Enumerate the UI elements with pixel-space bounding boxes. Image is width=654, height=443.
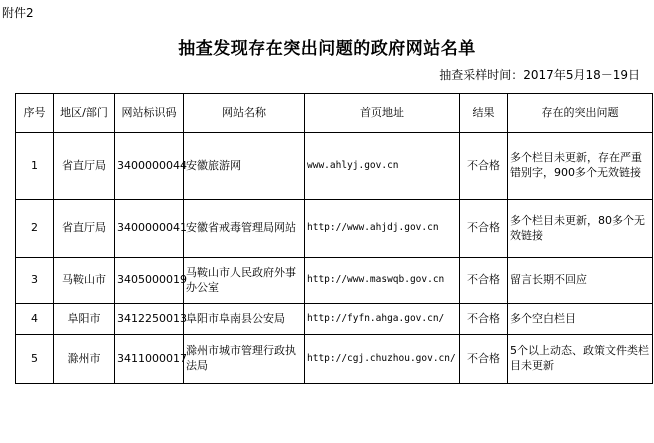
cell-code: 3400000041 bbox=[115, 200, 184, 258]
cell-result: 不合格 bbox=[460, 258, 508, 304]
cell-problem: 5个以上动态、政策文件类栏目未更新 bbox=[508, 335, 653, 384]
cell-no: 3 bbox=[16, 258, 54, 304]
page-title: 抽查发现存在突出问题的政府网站名单 bbox=[178, 39, 476, 59]
cell-problem: 留言长期不回应 bbox=[508, 258, 653, 304]
table-row bbox=[16, 258, 653, 304]
table-header-row bbox=[16, 94, 653, 133]
table-row bbox=[16, 304, 653, 335]
cell-code: 3400000044 bbox=[115, 133, 184, 200]
table-row bbox=[16, 335, 653, 384]
header-code: 网站标识码 bbox=[115, 94, 184, 133]
cell-url[interactable]: http://cgj.chuzhou.gov.cn/ bbox=[305, 335, 460, 384]
header-url: 首页地址 bbox=[305, 94, 460, 133]
cell-region: 马鞍山市 bbox=[54, 258, 115, 304]
website-list-table bbox=[15, 93, 653, 384]
header-result: 结果 bbox=[460, 94, 508, 133]
cell-region: 省直厅局 bbox=[54, 133, 115, 200]
table-row bbox=[16, 133, 653, 200]
header-problem: 存在的突出问题 bbox=[508, 94, 653, 133]
cell-url[interactable]: www.ahlyj.gov.cn bbox=[305, 133, 460, 200]
cell-url[interactable]: http://fyfn.ahga.gov.cn/ bbox=[305, 304, 460, 335]
header-name: 网站名称 bbox=[184, 94, 305, 133]
cell-name: 安徽省戒毒管理局网站 bbox=[184, 200, 305, 258]
table-row bbox=[16, 200, 653, 258]
cell-url[interactable]: http://www.ahjdj.gov.cn bbox=[305, 200, 460, 258]
header-no: 序号 bbox=[16, 94, 54, 133]
cell-problem: 多个栏目未更新，存在严重错别字，900多个无效链接 bbox=[508, 133, 653, 200]
cell-region: 滁州市 bbox=[54, 335, 115, 384]
cell-no: 2 bbox=[16, 200, 54, 258]
cell-code: 3412250013 bbox=[115, 304, 184, 335]
sample-date: 抽查采样时间：2017年5月18－19日 bbox=[439, 68, 640, 82]
cell-region: 阜阳市 bbox=[54, 304, 115, 335]
cell-result: 不合格 bbox=[460, 200, 508, 258]
cell-result: 不合格 bbox=[460, 335, 508, 384]
cell-problem: 多个空白栏目 bbox=[508, 304, 653, 335]
attachment-label: 附件2 bbox=[2, 6, 34, 20]
cell-url[interactable]: http://www.maswqb.gov.cn bbox=[305, 258, 460, 304]
cell-name: 马鞍山市人民政府外事办公室 bbox=[184, 258, 305, 304]
header-region: 地区/部门 bbox=[54, 94, 115, 133]
cell-result: 不合格 bbox=[460, 304, 508, 335]
cell-name: 滁州市城市管理行政执法局 bbox=[184, 335, 305, 384]
cell-no: 1 bbox=[16, 133, 54, 200]
cell-code: 3405000019 bbox=[115, 258, 184, 304]
cell-name: 安徽旅游网 bbox=[184, 133, 305, 200]
cell-no: 4 bbox=[16, 304, 54, 335]
cell-region: 省直厅局 bbox=[54, 200, 115, 258]
cell-problem: 多个栏目未更新，80多个无效链接 bbox=[508, 200, 653, 258]
cell-name: 阜阳市阜南县公安局 bbox=[184, 304, 305, 335]
cell-code: 3411000017 bbox=[115, 335, 184, 384]
cell-result: 不合格 bbox=[460, 133, 508, 200]
cell-no: 5 bbox=[16, 335, 54, 384]
